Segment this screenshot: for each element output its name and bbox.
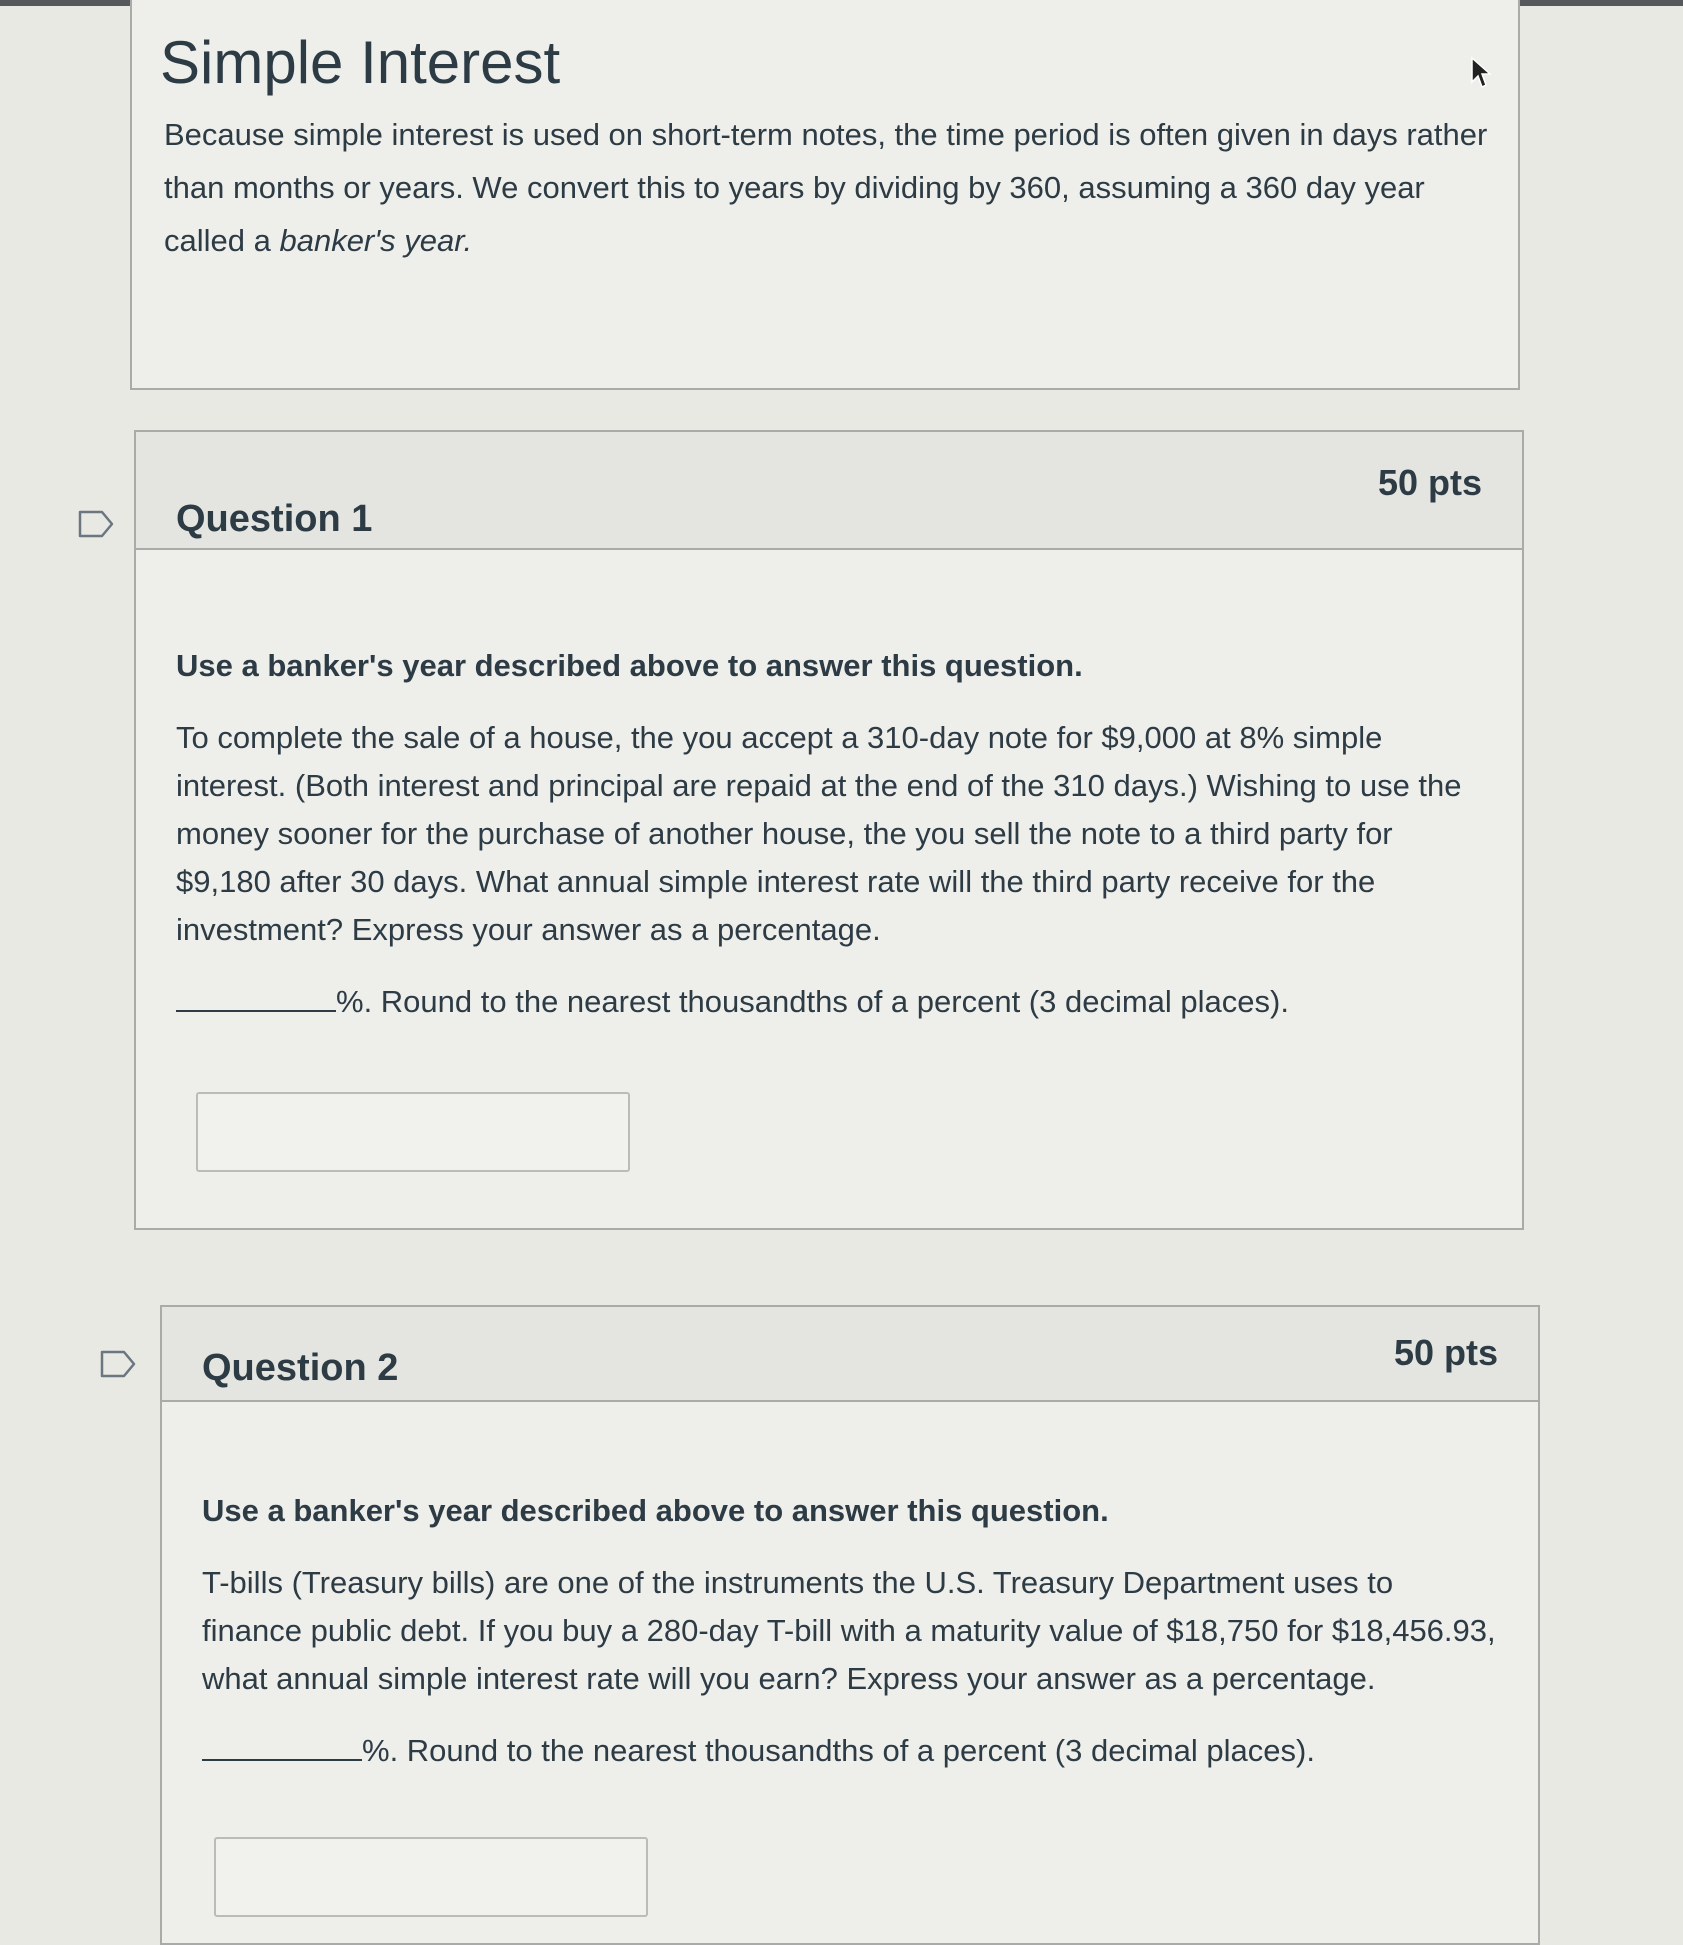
intro-panel xyxy=(130,0,1520,390)
page-title: Simple Interest xyxy=(160,29,561,96)
question-2-title: Question 2 xyxy=(202,1347,399,1389)
question-2-answer-input[interactable] xyxy=(214,1837,648,1917)
intro-text-emphasis: banker's year. xyxy=(279,223,473,258)
answer-blank xyxy=(176,980,336,1012)
intro-text-main: Because simple interest is used on short-term notes, the time period is often given in days rather than months or years. We convert this to years by dividing by 360, assuming a 360 day year called a xyxy=(164,117,1488,258)
question-1-answer-input[interactable] xyxy=(196,1092,630,1172)
flag-icon[interactable] xyxy=(78,510,114,538)
question-2-text: T-bills (Treasury bills) are one of the instruments the U.S. Treasury Department uses to finance public debt. If you buy a 280-day T-bill with a maturity value of $18,750 for $18,456.93, what annual simple interest rate will you earn? Express your answer as a percentage. xyxy=(202,1565,1496,1696)
question-2-lead: Use a banker's year described above to answer this question. xyxy=(202,1493,1109,1528)
question-1-round-line xyxy=(176,978,1482,1026)
flag-icon[interactable] xyxy=(100,1350,136,1378)
question-2-card xyxy=(160,1305,1540,1945)
cursor-icon xyxy=(1470,56,1492,90)
question-2-round-instruction: %. Round to the nearest thousandths of a percent (3 decimal places). xyxy=(362,1733,1315,1768)
question-1-round-instruction: %. Round to the nearest thousandths of a percent (3 decimal places). xyxy=(336,984,1289,1019)
question-1-text: To complete the sale of a house, the you accept a 310-day note for $9,000 at 8% simple interest. (Both interest and principal are repaid at the end of the 310 days.) Wishing to use the money sooner for the purchase of another house, the you sell the note to a third party for $9,180 after 30 days. What annual simple interest rate will the third party receive for the investment? Express your answer as a percentage. xyxy=(176,720,1462,947)
answer-blank xyxy=(202,1729,362,1761)
question-1-lead: Use a banker's year described above to answer this question. xyxy=(176,648,1083,683)
question-1-points: 50 pts xyxy=(1377,462,1482,503)
intro-text xyxy=(164,108,1494,267)
question-1-body xyxy=(176,642,1482,1026)
question-2-round-line xyxy=(202,1727,1498,1775)
question-1-title: Question 1 xyxy=(176,498,373,540)
question-1-header xyxy=(136,432,1522,550)
question-1-card xyxy=(134,430,1524,1230)
question-2-header xyxy=(162,1307,1538,1402)
question-2-body xyxy=(202,1487,1498,1775)
question-2-points: 50 pts xyxy=(1393,1332,1498,1373)
